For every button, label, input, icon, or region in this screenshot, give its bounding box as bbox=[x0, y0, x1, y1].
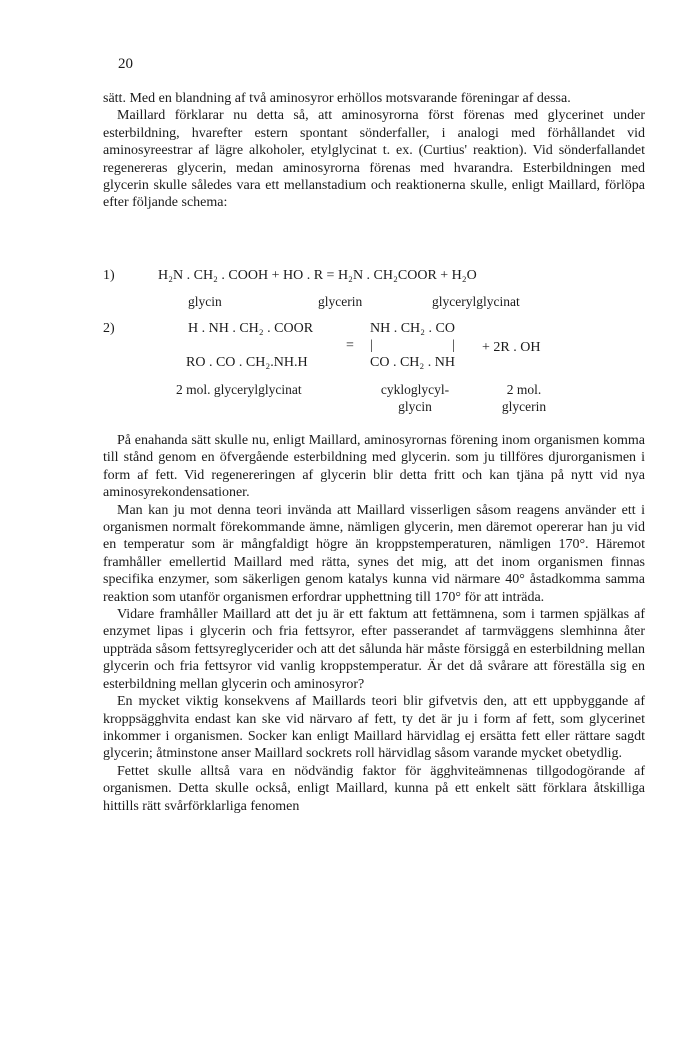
label-glycerin: glycerin bbox=[318, 294, 363, 309]
intro-paragraph-2: Maillard förklarar nu detta så, att aminosyrorna först förenas med glycerinet under esterbildning, hvarefter estern spontant sönderfaller, i analogi med förhållandet vid aminosyreestrar af lägre alkoholer, etylglycinat t. ex. (Curtius' reaktion). Vid sönderfallandet regenereras glycerin, medan aminosyrorna förenas med hvarandra. Esterbildningen med glycerin skulle således vara ett mellanstadium och reaktionerna skulle, enligt Maillard, förlöpa efter följande schema: bbox=[103, 108, 645, 211]
equation-2-right: + 2R . OH bbox=[482, 340, 541, 355]
body-paragraph-5: Fettet skulle alltså vara en nödvändig faktor för ägghviteämnenas tillgodogörande af organismen. Detta skulle också, enligt Maillard, kunna på ett enkelt sätt förklara åtskilliga hittills rätt svårförklarliga fenomen bbox=[103, 763, 645, 814]
equation-2-bond-left: | bbox=[370, 338, 373, 353]
page-number: 20 bbox=[118, 56, 133, 72]
scheme-number-1: 1) bbox=[103, 268, 115, 283]
label-2-mol: 2 mol. bbox=[506, 382, 542, 397]
equation-2-top-middle: NH . CH₂ . CO bbox=[370, 321, 455, 336]
label-glycerylglycinat: glycerylglycinat bbox=[432, 294, 520, 309]
label-glycin: glycin bbox=[188, 294, 222, 309]
body-paragraph-1: På enahanda sätt skulle nu, enligt Maillard, aminosyrornas förening inom organismen komma till stånd genom en öfvergående esterbildning med glycerin. som ju tillföres djurorganismen i form af fett. Vid regenereringen af glycerin blir detta fritt och kan tjäna på nytt vid nya aminosyrekondensationer. bbox=[103, 433, 645, 501]
scheme-number-2: 2) bbox=[103, 321, 115, 336]
equation-2-bond-right: | bbox=[452, 338, 455, 353]
body-paragraph-4: En mycket viktig konsekvens af Maillards teori blir gifvetvis den, att ett uppbyggande af kroppsägghvita endast kan ske vid närvaro af fett, ty det är ju i form af fett, som glycerinet inkommer i organismen. Socker kan enligt Maillard härvidlag ej ersätta fett eller rättare sagdt glycerin; åtminstone anser Maillard sockrets roll härvidlag såsom varande mycket obetydlig. bbox=[103, 694, 645, 762]
equation-2-equals: = bbox=[346, 338, 354, 353]
equation-2-bottom-left: RO . CO . CH₂.NH.H bbox=[186, 355, 308, 370]
intro-text bbox=[103, 90, 645, 212]
label-glycin-2: glycin bbox=[398, 399, 432, 414]
body-text bbox=[103, 432, 645, 815]
label-2-mol-glycerylglycinat: 2 mol. glycerylglycinat bbox=[176, 382, 302, 397]
equation-1: H₂N . CH₂ . COOH + HO . R = H₂N . CH₂COOR + H₂O bbox=[158, 268, 477, 283]
label-cykloglycyl: cykloglycyl- bbox=[380, 382, 450, 397]
label-glycerin-2: glycerin bbox=[501, 399, 547, 414]
intro-paragraph-1: sätt. Med en blandning af två aminosyror erhöllos motsvarande föreningar af dessa. bbox=[103, 91, 571, 106]
body-paragraph-2: Man kan ju mot denna teori invända att Maillard visserligen såsom reagens använder ett i organismen normalt förekommande ämne, nämligen glycerin, men däremot opererar han ju vid en temperatur som är mångfaldigt högre än kroppstemperaturen, nämligen 170°. Häremot framhåller emellertid Maillard med rätta, synes det mig, att det inom organismen finnas specifika enzymer, som säkerligen genom katalys kunna vid närmare 40° åstadkomma samma reaktion som utanför organismen erfordrar upphettning till 170° för att inträda. bbox=[103, 502, 645, 605]
equation-2-top-left: H . NH . CH₂ . COOR bbox=[188, 321, 314, 336]
equation-2-bottom-middle: CO . CH₂ . NH bbox=[370, 355, 455, 370]
body-paragraph-3: Vidare framhåller Maillard att det ju är ett faktum att fettämnena, som i tarmen spjälkas af enzymet lipas i glycerin och fria fettsyror, efter passerandet af tarmväggens slemhinna åter uppträda såsom fettsyreglycerider och att det sålunda här måste försiggå en esterbildning mellan glycerin och fria fettsyror vid vanlig kroppstemperatur. Är det då svårare att föreställa sig en esterbildning mellan glycerin och aminosyror? bbox=[103, 607, 645, 692]
